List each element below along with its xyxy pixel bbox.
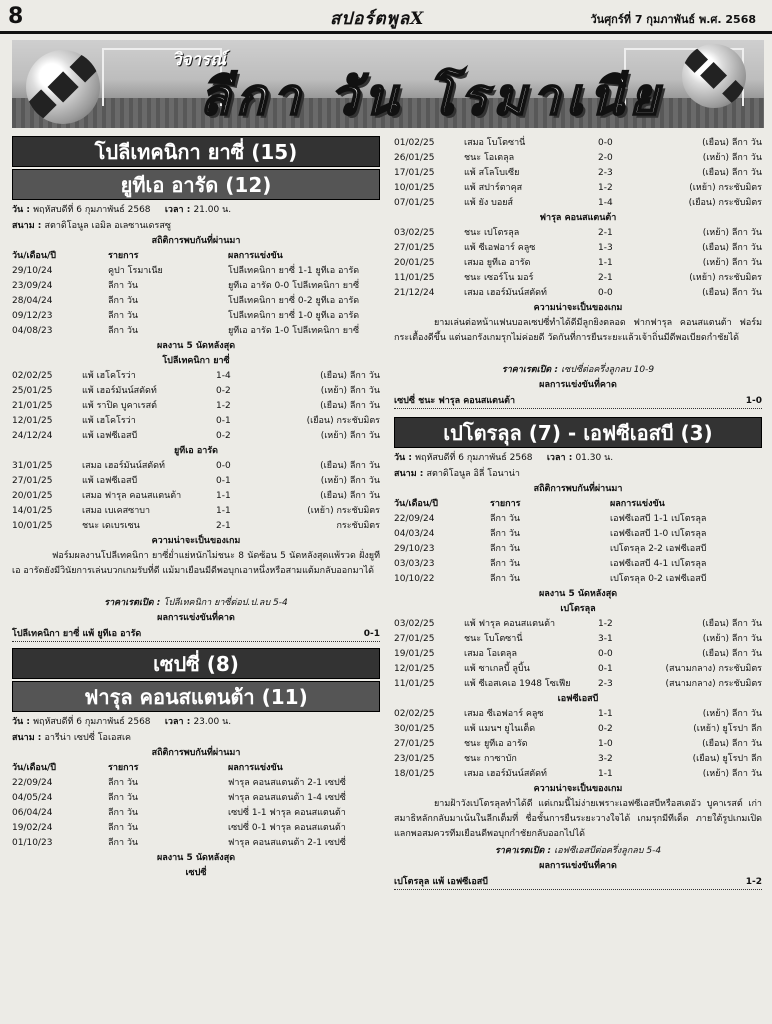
match2-h2h-title: สถิติการพบกันที่ผ่านมา	[151, 748, 241, 758]
match3-h2h-columns: วัน/เดือน/ปี รายการ ผลการแข่งขัน	[394, 499, 665, 509]
row-date: 19/02/24	[12, 823, 53, 833]
match3-predict-title: ผลการแข่งขันที่คาด	[539, 861, 617, 871]
match2-analysis-title: ความน่าจะเป็นของเกม	[533, 303, 623, 313]
row-date: 22/09/24	[394, 514, 435, 524]
row-score: 1-2	[598, 619, 613, 629]
issue-date: วันศุกร์ที่ 7 กุมภาพันธ์ พ.ศ. 2568	[590, 13, 756, 26]
row-date: 01/10/23	[12, 838, 53, 848]
row-competition: ลีกา วัน	[490, 559, 521, 569]
row-date: 12/01/25	[12, 416, 53, 426]
row-competition: ลีกา วัน	[490, 514, 521, 524]
row-date: 28/04/24	[12, 296, 53, 306]
row-opponent: ชนะ เซอร์โน มอร์	[464, 273, 534, 283]
row-result: ยูทีเอ อารัด 0-0 โปลีเทคนิกา ยาซี่	[228, 281, 360, 291]
row-date: 02/02/25	[12, 371, 53, 381]
row-venue: (เยือน) ลีกา วัน	[702, 619, 762, 629]
form-row	[394, 256, 762, 271]
match2-form-title: ผลงาน 5 นัดหลังสุด	[156, 853, 236, 863]
row-venue: (เหย้า) ลีกา วัน	[702, 634, 762, 644]
banner-title: ลีกา วัน โรมาเนีย	[199, 68, 665, 126]
row-result: ฟารุล คอนสแตนต้า 2-1 เซปซี่	[228, 778, 346, 788]
h2h-row	[12, 294, 380, 309]
row-date: 27/01/25	[394, 243, 435, 253]
form-row	[394, 271, 762, 286]
row-competition: ลีกา วัน	[108, 838, 139, 848]
h2h-row	[12, 264, 380, 279]
match3-away-form-list	[394, 707, 762, 782]
row-date: 27/01/25	[394, 739, 435, 749]
banner-kicker: วิจารณ์	[172, 50, 226, 70]
row-date: 23/09/24	[12, 281, 53, 291]
row-date: 14/01/25	[12, 506, 53, 516]
row-opponent: ชนะ กาซาบัก	[464, 754, 517, 764]
form-row	[12, 414, 380, 429]
row-score: 3-2	[598, 754, 613, 764]
row-venue: (เหย้า) ลีกา วัน	[702, 258, 762, 268]
row-date: 18/01/25	[394, 769, 435, 779]
row-competition: ลีกา วัน	[108, 311, 139, 321]
soccer-ball-left-icon	[26, 50, 100, 124]
row-opponent: เสมอ ซีเอฟอาร์ คลูซ	[464, 709, 544, 719]
row-score: 2-1	[216, 521, 231, 531]
h2h-row	[12, 309, 380, 324]
row-date: 03/02/25	[394, 228, 435, 238]
row-date: 03/03/23	[394, 559, 435, 569]
row-score: 1-1	[598, 769, 613, 779]
match3-h2h-title: สถิติการพบกันที่ผ่านมา	[533, 484, 623, 494]
row-score: 2-0	[598, 153, 613, 163]
h2h-row	[394, 512, 762, 527]
row-score: 0-1	[216, 416, 231, 426]
h2h-row	[394, 557, 762, 572]
row-date: 26/01/25	[394, 153, 435, 163]
match2-odds: ราคาเรตเปิด : เซปซี่ต่อครึ่งลูกลบ 10-9	[501, 365, 655, 375]
form-row	[394, 662, 762, 677]
match1-h2h-list	[12, 264, 380, 339]
row-score: 1-1	[598, 709, 613, 719]
row-date: 02/02/25	[394, 709, 435, 719]
match2-away-form-team: ฟารุล คอนสแตนต้า	[539, 213, 617, 223]
row-date: 12/01/25	[394, 664, 435, 674]
row-venue: (เหย้า) ลีกา วัน	[320, 476, 380, 486]
match2-home-header: เซปซี่ (8)	[12, 648, 380, 679]
h2h-row	[12, 279, 380, 294]
row-opponent: แพ้ สปาร์ตาคุส	[464, 183, 523, 193]
form-row	[12, 384, 380, 399]
row-date: 06/04/24	[12, 808, 53, 818]
form-row	[394, 241, 762, 256]
match3-header: เปโตรลุล (7) - เอฟซีเอสบี (3)	[394, 417, 762, 448]
row-date: 09/12/23	[12, 311, 53, 321]
row-opponent: แพ้ เฮอร์มันน์สตัดท์	[82, 386, 157, 396]
form-row	[394, 181, 762, 196]
match2-analysis: ยามเล่นต่อหน้าแฟนบอลเซปซี่ทำได้ดีมีลูกยิงตลอด ฟากฟารุล คอนสแตนต้า ฟอร์มกระเตื้องดีขึ้น แต่นอกรังเกมรุกไม่ค่อยดี วัดกันที่การยืนระยะแล้วเจ้าถิ่นมีดีพอเบียดกำชัยได้	[394, 318, 762, 343]
match1-away-form-list	[12, 459, 380, 534]
match2-prediction: เซปซี่ ชนะ ฟารุล คอนสแตนต้า 1-0	[394, 393, 762, 409]
row-competition: ลีกา วัน	[490, 529, 521, 539]
row-venue: (สนามกลาง) กระชับมิตร	[665, 664, 762, 674]
form-row	[394, 647, 762, 662]
row-date: 25/01/25	[12, 386, 53, 396]
row-venue: (เหย้า) ลีกา วัน	[702, 228, 762, 238]
row-opponent: แพ้ ฟารุล คอนสแตนต้า	[464, 619, 555, 629]
match2-datetime: วัน : พฤหัสบดีที่ 6 กุมภาพันธ์ 2568 เวลา : 23.00 น.	[12, 717, 232, 727]
row-competition: ลีกา วัน	[490, 574, 521, 584]
row-date: 11/01/25	[394, 679, 435, 689]
row-venue: (เหย้า) ลีกา วัน	[702, 153, 762, 163]
row-opponent: แพ้ ราปิด บูคาเรสต์	[82, 401, 157, 411]
form-row	[394, 617, 762, 632]
h2h-row	[394, 542, 762, 557]
row-competition: ลีกา วัน	[490, 544, 521, 554]
left-column	[12, 136, 380, 881]
row-score: 3-1	[598, 634, 613, 644]
row-date: 04/05/24	[12, 793, 53, 803]
row-result: ยูทีเอ อารัด 1-0 โปลีเทคนิกา ยาซี่	[228, 326, 360, 336]
row-opponent: แพ้ เฮโคโรว่า	[82, 416, 136, 426]
row-score: 1-1	[216, 491, 231, 501]
row-result: โปลีเทคนิกา ยาซี่ 0-2 ยูทีเอ อารัด	[228, 296, 360, 306]
row-venue: (เยือน) ลีกา วัน	[702, 739, 762, 749]
match2-h2h-columns: วัน/เดือน/ปี รายการ ผลการแข่งขัน	[12, 763, 283, 773]
match3-form-title: ผลงาน 5 นัดหลังสุด	[538, 589, 618, 599]
row-opponent: ชนะ เปโตรลุล	[464, 228, 520, 238]
form-row	[12, 369, 380, 384]
form-row	[12, 429, 380, 444]
row-venue: (เหย้า) ลีกา วัน	[320, 431, 380, 441]
form-row	[12, 399, 380, 414]
match2-h2h-list	[12, 776, 380, 851]
match2-away-form-list	[394, 226, 762, 301]
row-date: 21/12/24	[394, 288, 435, 298]
row-venue: (เยือน) ลีกา วัน	[702, 168, 762, 178]
row-opponent: ชนะ ยูทีเอ อารัด	[464, 739, 528, 749]
section-banner	[12, 40, 764, 128]
row-opponent: แพ้ ซาเกลบี้ ลูบิ้น	[464, 664, 530, 674]
row-date: 10/01/25	[12, 521, 53, 531]
row-date: 20/01/25	[394, 258, 435, 268]
row-score: 1-2	[216, 401, 231, 411]
row-opponent: แพ้ แมนฯ ยูไนเต็ด	[464, 724, 536, 734]
form-row	[12, 504, 380, 519]
row-result: ฟารุล คอนสแตนต้า 2-1 เซปซี่	[228, 838, 346, 848]
row-result: โปลีเทคนิกา ยาซี่ 1-1 ยูทีเอ อารัด	[228, 266, 360, 276]
row-competition: ลีกา วัน	[108, 778, 139, 788]
row-score: 2-3	[598, 679, 613, 689]
row-venue: (เยือน) ลีกา วัน	[320, 491, 380, 501]
row-result: เซปซี่ 1-1 ฟารุล คอนสแตนต้า	[228, 808, 346, 818]
row-score: 2-1	[598, 273, 613, 283]
match1-h2h-columns: วัน/เดือน/ปี รายการ ผลการแข่งขัน	[12, 251, 283, 261]
row-score: 1-4	[598, 198, 613, 208]
row-venue: (เหย้า) กระชับมิตร	[689, 273, 762, 283]
form-row	[394, 722, 762, 737]
form-row	[394, 151, 762, 166]
row-venue: กระชับมิตร	[336, 521, 380, 531]
row-venue: (เยือน) ลีกา วัน	[702, 288, 762, 298]
row-venue: (เหย้า) ลีกา วัน	[702, 769, 762, 779]
match1-away-form-team: ยูทีเอ อารัด	[174, 446, 218, 456]
right-column	[394, 136, 762, 890]
match3-analysis-title: ความน่าจะเป็นของเกม	[533, 784, 623, 794]
row-venue: (เยือน) ยูโรปา ลีก	[692, 754, 762, 764]
row-result: เซปซี่ 0-1 ฟารุล คอนสแตนต้า	[228, 823, 346, 833]
form-row	[12, 459, 380, 474]
form-row	[394, 166, 762, 181]
row-opponent: เสมอ ยูทีเอ อารัด	[464, 258, 531, 268]
row-score: 1-1	[216, 506, 231, 516]
row-venue: (เหย้า) กระชับมิตร	[307, 506, 380, 516]
page-number: 8	[8, 4, 24, 29]
row-opponent: แพ้ ซีเอสเคเอ 1948 โซเฟีย	[464, 679, 571, 689]
row-score: 0-2	[216, 431, 231, 441]
row-competition: ลีกา วัน	[108, 793, 139, 803]
match1-h2h-title: สถิติการพบกันที่ผ่านมา	[151, 236, 241, 246]
match3-odds: ราคาเรตเปิด : เอฟซีเอสบีต่อครึ่งลูกลบ 5-4	[494, 846, 662, 856]
row-score: 0-0	[598, 138, 613, 148]
row-date: 27/01/25	[394, 634, 435, 644]
row-date: 23/01/25	[394, 754, 435, 764]
form-row	[394, 136, 762, 151]
match1-datetime: วัน : พฤหัสบดีที่ 6 กุมภาพันธ์ 2568 เวลา : 21.00 น.	[12, 205, 232, 215]
row-date: 30/01/25	[394, 724, 435, 734]
row-date: 19/01/25	[394, 649, 435, 659]
match3-datetime: วัน : พฤหัสบดีที่ 6 กุมภาพันธ์ 2568 เวลา : 01.30 น.	[394, 453, 614, 463]
row-date: 04/08/23	[12, 326, 53, 336]
row-date: 17/01/25	[394, 168, 435, 178]
row-venue: (เยือน) ลีกา วัน	[702, 138, 762, 148]
row-opponent: แพ้ เอฟซีเอสบี	[82, 476, 138, 486]
row-date: 24/12/24	[12, 431, 53, 441]
row-score: 1-2	[598, 183, 613, 193]
row-score: 0-0	[598, 649, 613, 659]
form-row	[394, 767, 762, 782]
row-date: 10/01/25	[394, 183, 435, 193]
row-date: 21/01/25	[12, 401, 53, 411]
row-score: 2-3	[598, 168, 613, 178]
match3-h2h-list	[394, 512, 762, 587]
match3-home-form-list	[394, 617, 762, 692]
row-opponent: แพ้ สโลโบเซีย	[464, 168, 520, 178]
row-opponent: เสมอ เฮอร์มันน์สตัดท์	[464, 769, 547, 779]
row-score: 1-4	[216, 371, 231, 381]
row-result: โปลีเทคนิกา ยาซี่ 1-0 ยูทีเอ อารัด	[228, 311, 360, 321]
row-date: 10/10/22	[394, 574, 435, 584]
match1-venue: สนาม : สตาดิโอนูล เอมิล อเลซานเดรสซู	[12, 221, 171, 231]
row-venue: (เหย้า) ลีกา วัน	[320, 386, 380, 396]
form-row	[12, 519, 380, 534]
h2h-row	[394, 527, 762, 542]
row-venue: (สนามกลาง) กระชับมิตร	[665, 679, 762, 689]
row-opponent: เสมอ เฮอร์มันน์สตัดท์	[82, 461, 165, 471]
h2h-row	[12, 806, 380, 821]
form-row	[394, 707, 762, 722]
match3-analysis: ยามฝ้าวังเปโตรลุลทำได้ดี แต่เกมนี้ไม่ง่ายเพราะเอฟซีเอสบีหรือสเตอัว บูคาเรสต์ เก่า สมาธิหลักกลับมาเน้นในลีกเต็มที่ ชื่อชั้นการยืนระยะวางใจได้ เกมรุกมีทีเด็ด ภายใต้รูปเกมเปิดแลกพอสมควรทีมเยือนดีพอบุกกำชัยกลับออกไปได้	[394, 799, 762, 839]
row-venue: (เยือน) ลีกา วัน	[320, 371, 380, 381]
row-score: 1-1	[598, 258, 613, 268]
row-score: 0-2	[216, 386, 231, 396]
row-competition: ลีกา วัน	[108, 326, 139, 336]
row-date: 22/09/24	[12, 778, 53, 788]
row-result: เปโตรลุล 0-2 เอฟซีเอสบี	[610, 574, 707, 584]
match1-home-header: โปลีเทคนิกา ยาซี่ (15)	[12, 136, 380, 167]
h2h-row	[394, 572, 762, 587]
row-opponent: ชนะ โอเตลุล	[464, 153, 515, 163]
h2h-row	[12, 821, 380, 836]
match1-odds: ราคาเรตเปิด : โปลีเทคนิกา ยาซี่ต่อป.ป.ลบ 5-4	[104, 598, 288, 608]
row-date: 29/10/23	[394, 544, 435, 554]
h2h-row	[12, 791, 380, 806]
row-result: เอฟซีเอสบี 1-0 เปโตรลุล	[610, 529, 707, 539]
row-opponent: แพ้ เฮโคโรว่า	[82, 371, 136, 381]
row-date: 04/03/24	[394, 529, 435, 539]
row-result: เปโตรลุล 2-2 เอฟซีเอสบี	[610, 544, 707, 554]
match1-prediction: โปลีเทคนิกา ยาซี่ แพ้ ยูทีเอ อารัด 0-1	[12, 626, 380, 642]
row-opponent: เสมอ โบโตซานี่	[464, 138, 526, 148]
row-date: 11/01/25	[394, 273, 435, 283]
match3-home-form-team: เปโตรลุล	[560, 604, 596, 614]
row-venue: (เหย้า) ลีกา วัน	[702, 709, 762, 719]
h2h-row	[12, 836, 380, 851]
match3-prediction: เปโตรลุล แพ้ เอฟซีเอสบี 1-2	[394, 874, 762, 890]
form-row	[394, 737, 762, 752]
match2-venue: สนาม : อารีน่า เซปซี่ โอเอสเค	[12, 733, 132, 743]
match3-venue: สนาม : สตาดิโอนูล อิลี่ โอนาน่า	[394, 469, 520, 479]
row-venue: (เหย้า) ยูโรปา ลีก	[693, 724, 762, 734]
row-result: เอฟซีเอสบี 4-1 เปโตรลุล	[610, 559, 707, 569]
row-result: ฟารุล คอนสแตนต้า 1-4 เซปซี่	[228, 793, 346, 803]
row-date: 01/02/25	[394, 138, 435, 148]
row-venue: (เยือน) กระชับมิตร	[306, 416, 380, 426]
row-venue: (เหย้า) กระชับมิตร	[689, 183, 762, 193]
row-venue: (เยือน) ลีกา วัน	[320, 461, 380, 471]
row-date: 20/01/25	[12, 491, 53, 501]
match1-analysis: ฟอร์มผลงานโปลีเทคนิกา ยาซี่ย่ำแย่หนักไม่ชนะ 8 นัดซ้อน 5 นัดหลังสุดแพ้รวด ฝั่งยูทีเอ อารัดยังมีวินัยการเล่นบวกเกมรับที่ดี แม้มาเยือนมีดีพอบุกเอาหนึ่งหรือสามแต้มกลับออกมาได้	[12, 551, 380, 576]
publication-logo: สปอร์ตพูลX	[330, 9, 425, 29]
row-competition: ลีกา วัน	[108, 281, 139, 291]
form-row	[394, 226, 762, 241]
row-opponent: เสมอ เฮอร์มันน์สตัดท์	[464, 288, 547, 298]
form-row	[394, 286, 762, 301]
form-row	[394, 632, 762, 647]
row-date: 07/01/25	[394, 198, 435, 208]
match2-home-form-list	[394, 136, 762, 211]
match1-form-title: ผลงาน 5 นัดหลังสุด	[156, 341, 236, 351]
row-opponent: เสมอ เบเคสซาบา	[82, 506, 151, 516]
row-venue: (เยือน) ลีกา วัน	[702, 649, 762, 659]
form-row	[394, 752, 762, 767]
form-row	[394, 677, 762, 692]
row-venue: (เยือน) กระชับมิตร	[688, 198, 762, 208]
row-venue: (เยือน) ลีกา วัน	[702, 243, 762, 253]
row-score: 1-0	[598, 739, 613, 749]
row-opponent: ชนะ โบโตซานี่	[464, 634, 523, 644]
row-date: 29/10/24	[12, 266, 53, 276]
form-row	[394, 196, 762, 211]
row-opponent: เสมอ ฟารุล คอนสแตนต้า	[82, 491, 182, 501]
page-header	[0, 0, 772, 34]
match1-predict-title: ผลการแข่งขันที่คาด	[157, 613, 235, 623]
row-competition: คูปา โรมาเนีย	[108, 266, 163, 276]
row-opponent: แพ้ ยัง บอยส์	[464, 198, 514, 208]
form-row	[12, 489, 380, 504]
match1-analysis-title: ความน่าจะเป็นของเกม	[151, 536, 241, 546]
match1-home-form-list	[12, 369, 380, 444]
match3-away-form-team: เอฟซีเอสบี	[557, 694, 599, 704]
row-opponent: ชนะ เดเบรเซน	[82, 521, 140, 531]
match2-predict-title: ผลการแข่งขันที่คาด	[539, 380, 617, 390]
h2h-row	[12, 776, 380, 791]
row-competition: ลีกา วัน	[108, 823, 139, 833]
form-row	[12, 474, 380, 489]
match1-away-header: ยูทีเอ อารัด (12)	[12, 169, 380, 200]
match2-home-form-team: เซปซี่	[185, 868, 207, 878]
row-date: 03/02/25	[394, 619, 435, 629]
match2-away-header: ฟารุล คอนสแตนต้า (11)	[12, 681, 380, 712]
row-venue: (เยือน) ลีกา วัน	[320, 401, 380, 411]
row-score: 1-3	[598, 243, 613, 253]
row-score: 0-0	[216, 461, 231, 471]
row-opponent: เสมอ โอเตลุล	[464, 649, 517, 659]
row-score: 0-1	[598, 664, 613, 674]
row-date: 27/01/25	[12, 476, 53, 486]
row-score: 2-1	[598, 228, 613, 238]
row-score: 0-0	[598, 288, 613, 298]
row-date: 31/01/25	[12, 461, 53, 471]
row-opponent: แพ้ ซีเอฟอาร์ คลูซ	[464, 243, 536, 253]
h2h-row	[12, 324, 380, 339]
row-competition: ลีกา วัน	[108, 296, 139, 306]
row-opponent: แพ้ เอฟซีเอสบี	[82, 431, 138, 441]
row-score: 0-2	[598, 724, 613, 734]
row-competition: ลีกา วัน	[108, 808, 139, 818]
row-score: 0-1	[216, 476, 231, 486]
match1-home-form-team: โปลีเทคนิกา ยาซี่	[162, 356, 230, 366]
row-result: เอฟซีเอสบี 1-1 เปโตรลุล	[610, 514, 707, 524]
